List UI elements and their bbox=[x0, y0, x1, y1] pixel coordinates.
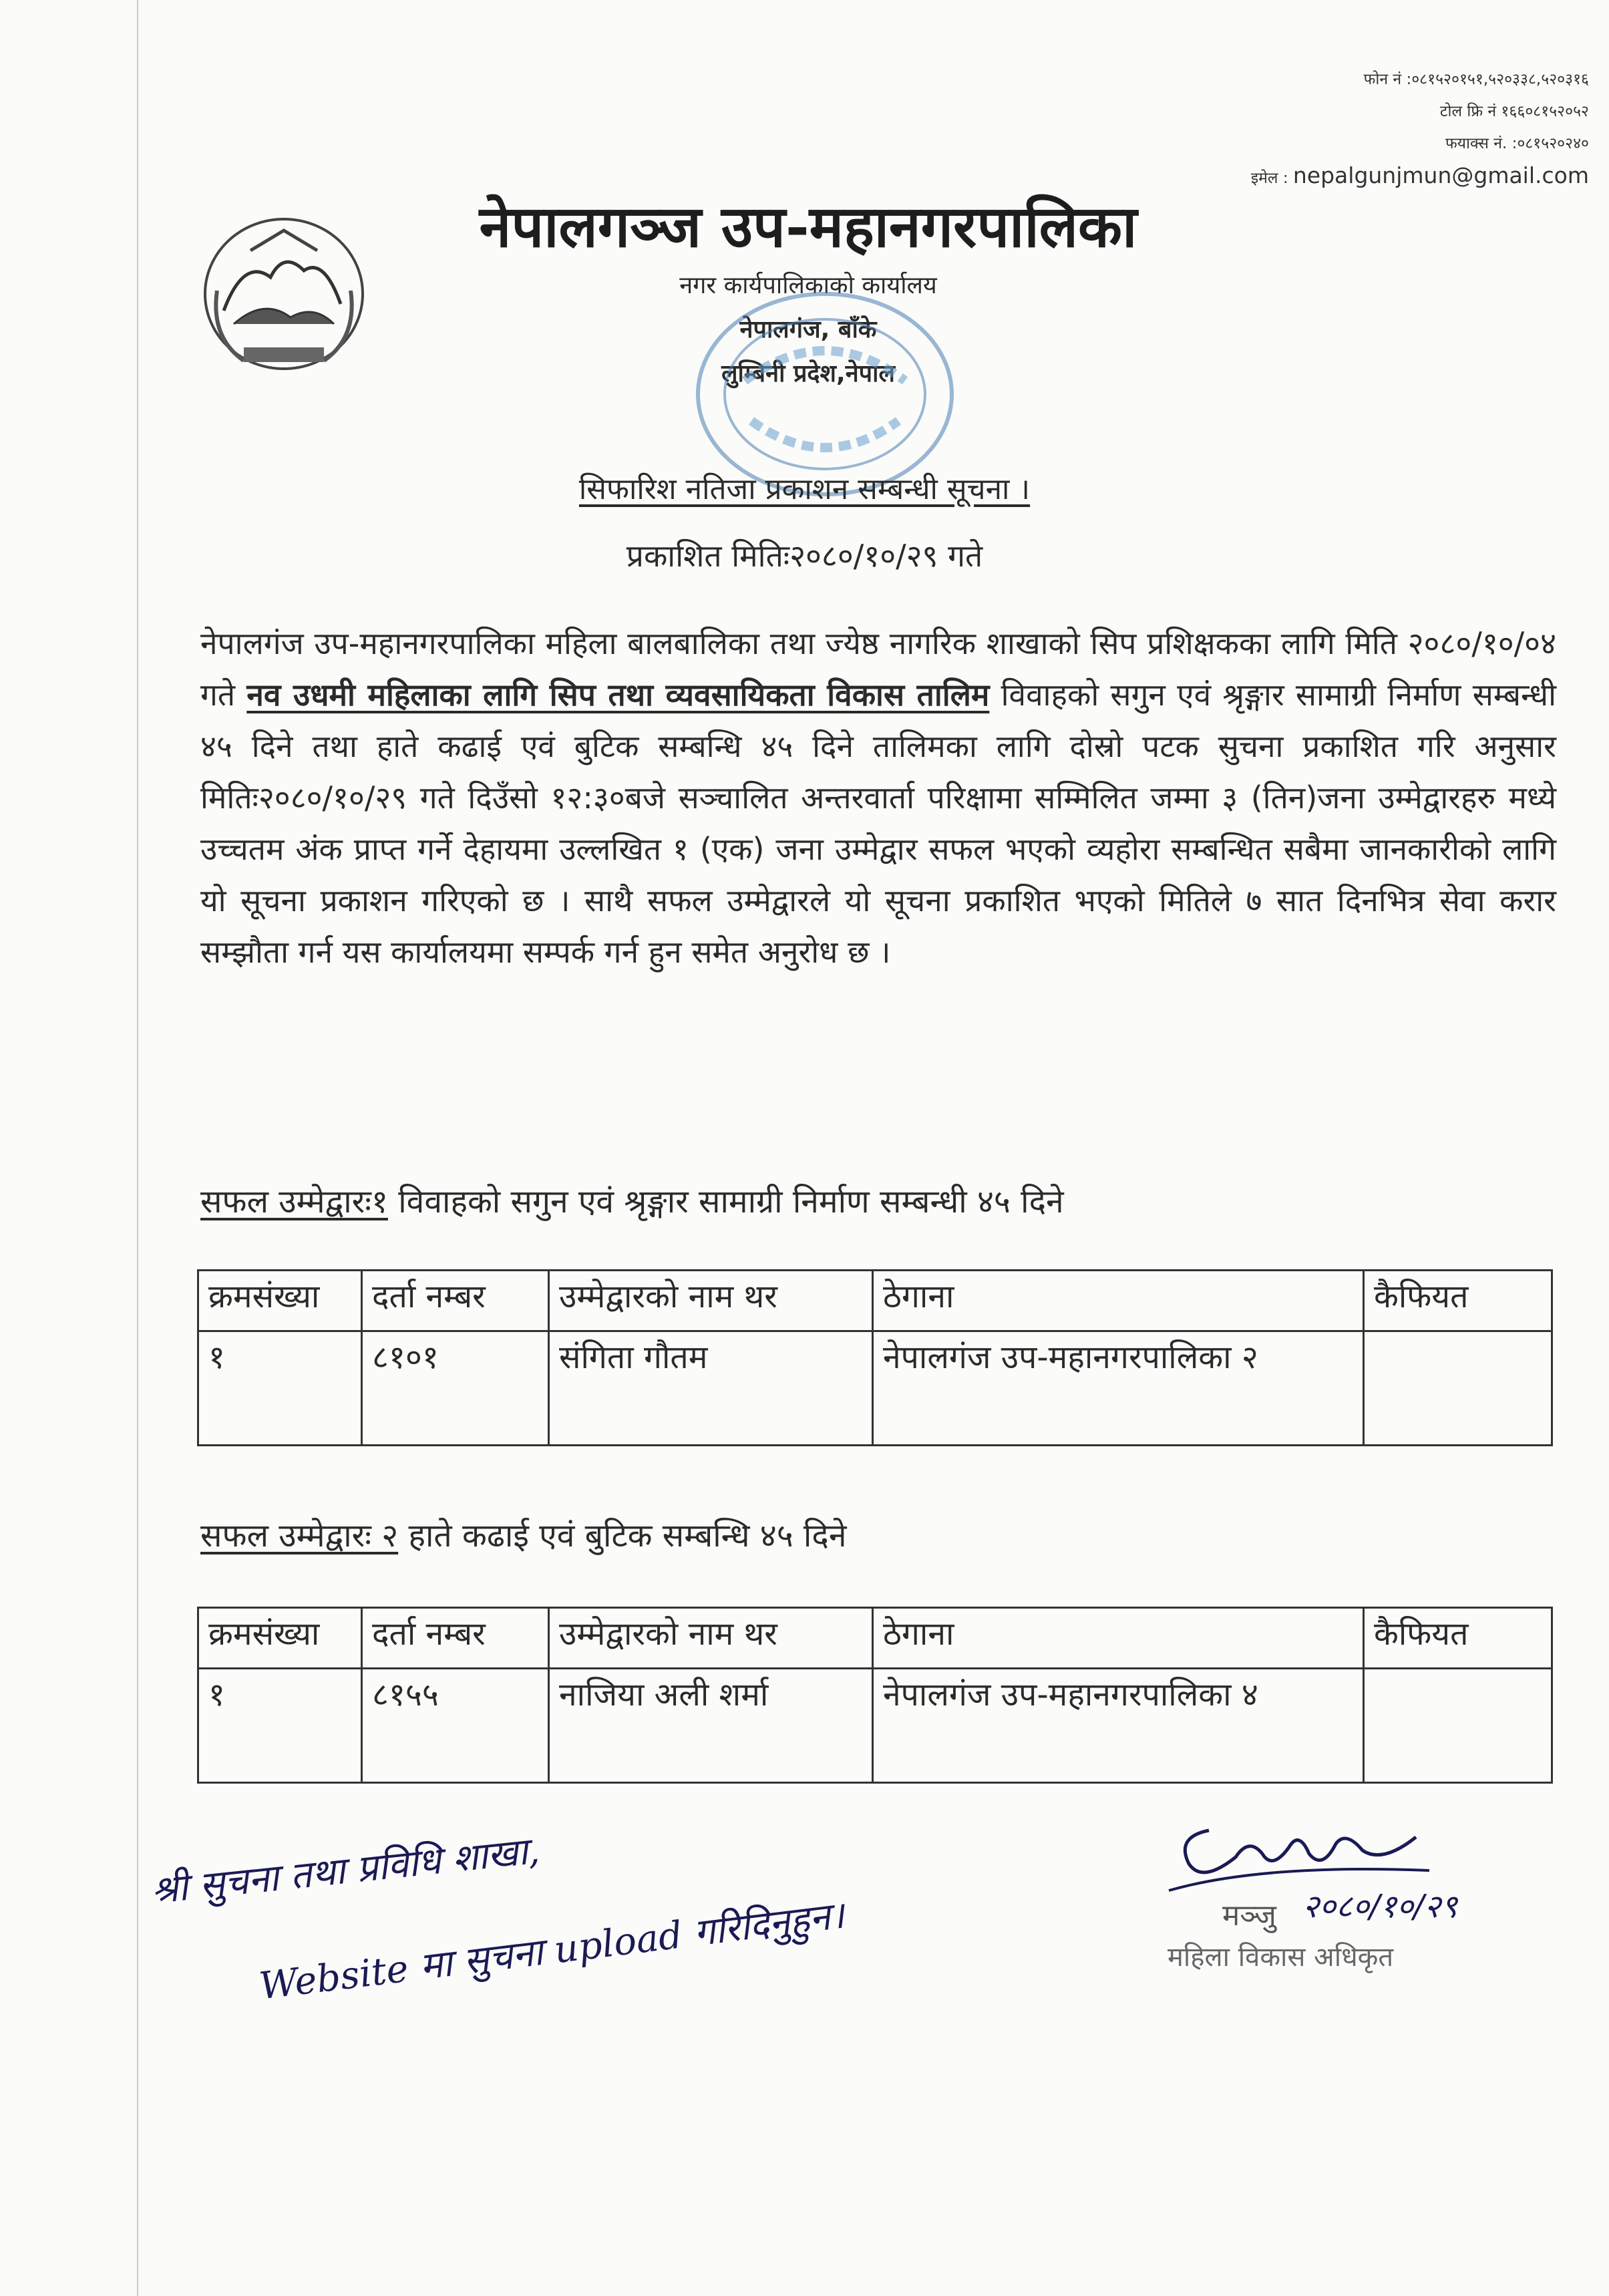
handwritten-note-line-2: Website मा सुचना upload गरिदिनुहुन। bbox=[256, 1893, 847, 2009]
col-name: उम्मेद्वारको नाम थर bbox=[549, 1271, 873, 1331]
contact-block bbox=[1251, 63, 1589, 194]
email-line bbox=[1251, 160, 1589, 194]
page-margin-line bbox=[137, 0, 138, 2296]
fax-number: फयाक्स नं. :०८१५२०२४० bbox=[1445, 135, 1589, 152]
table-row bbox=[198, 1331, 1552, 1446]
col-address: ठेगाना bbox=[873, 1608, 1364, 1669]
city-line: नेपालगंज, बाँके bbox=[739, 316, 877, 343]
table-row bbox=[198, 1669, 1552, 1783]
col-remarks: कैफियत bbox=[1364, 1271, 1552, 1331]
email-label: इमेल : bbox=[1250, 170, 1288, 187]
cell-remarks bbox=[1364, 1331, 1552, 1446]
notice-body: नेपालगंज उप-महानगरपालिका महिला बालबालिका तथा ज्येष्ठ नागरिक शाखाको सिप प्रशिक्षकका लागि मिति २०८०/१०/०४ गते नव उधमी महिलाका लागि सिप तथा व्यवसायिकता विकास तालिम विवाहको सगुन एवं श्रृङ्गार सामाग्री निर्माण सम्बन्धी ४५ दिने तथा हाते कढाई एवं बुटिक सम्बन्धि ४५ दिने तालिमका लागि दोस्रो पटक सुचना प्रकाशित गरि अनुसार मितिः२०८०/१०/२९ गते दिउँसो १२:३०बजे सञ्चालित अन्तरवार्ता परिक्षामा सम्मिलित जम्मा ३ (तिन)जना उम्मेद्वारहरु मध्ये उच्चतम अंक प्राप्त गर्ने देहायमा उल्लखित १ (एक) जना उम्मेद्वार सफल भएको व्यहोरा सम्बन्धित सबैमा जानकारीको लागि यो सूचना प्रकाशन गरिएको छ । साथै सफल उम्मेद्वारले यो सूचना प्रकाशित भएको मितिले ७ सात दिनभित्र सेवा करार सम्झौता गर्न यस कार्यालयमा सम्पर्क गर्न हुन समेत अनुरोध छ । bbox=[200, 625, 1556, 970]
cell-registration: ८१५५ bbox=[362, 1669, 549, 1783]
published-date: प्रकाशित मितिः२०८०/१०/२९ गते bbox=[626, 538, 983, 574]
toll-free-number: टोल फ्रि नं १६६०८१५२०५२ bbox=[1439, 103, 1589, 120]
handwritten-note-line-1: श्री सुचना तथा प्रविधि शाखा, bbox=[149, 1828, 542, 1913]
signatory-title: महिला विकास अधिकृत bbox=[1168, 1942, 1394, 1973]
col-remarks: कैफियत bbox=[1364, 1608, 1552, 1669]
signatory-name: मञ्जु bbox=[1222, 1899, 1276, 1933]
nepal-emblem-icon bbox=[197, 210, 371, 377]
cell-remarks bbox=[1364, 1669, 1552, 1783]
signature-date: २०८०/१०/२९ bbox=[1302, 1888, 1458, 1925]
cell-serial: १ bbox=[198, 1331, 362, 1446]
cell-address: नेपालगंज उप-महानगरपालिका २ bbox=[873, 1331, 1364, 1446]
email-address: nepalgunjmun@gmail.com bbox=[1292, 162, 1589, 188]
cell-registration: ८१०१ bbox=[362, 1331, 549, 1446]
cell-serial: १ bbox=[198, 1669, 362, 1783]
training-title: नव उधमी महिलाका लागि सिप तथा व्यवसायिकता विकास तालिम bbox=[246, 677, 990, 713]
municipality-title: नेपालगञ्ज उप-महानगरपालिका bbox=[479, 193, 1137, 261]
cell-address: नेपालगंज उप-महानगरपालिका ४ bbox=[873, 1669, 1364, 1783]
col-registration: दर्ता नम्बर bbox=[362, 1271, 549, 1331]
col-serial: क्रमसंख्या bbox=[198, 1271, 362, 1331]
office-name: नगर कार्यपालिकाको कार्यालय bbox=[679, 272, 937, 299]
cell-name: नाजिया अली शर्मा bbox=[549, 1669, 873, 1783]
cell-name: संगिता गौतम bbox=[549, 1331, 873, 1446]
col-name: उम्मेद्वारको नाम थर bbox=[549, 1608, 873, 1669]
col-address: ठेगाना bbox=[873, 1271, 1364, 1331]
notice-subject: सिफारिश नतिजा प्रकाशन सम्बन्धी सूचना । bbox=[578, 472, 1031, 506]
phone-number: फोन नं :०८१५२०१५१,५२०३३८,५२०३१६ bbox=[1363, 71, 1589, 88]
candidate-table-2 bbox=[197, 1607, 1553, 1784]
candidate-table-1 bbox=[197, 1269, 1553, 1446]
col-serial: क्रमसंख्या bbox=[198, 1608, 362, 1669]
section-heading-2: सफल उम्मेद्वारः २ हाते कढाई एवं बुटिक सम्बन्धि ४५ दिने bbox=[200, 1517, 847, 1554]
province-line: लुम्बिनी प्रदेश,नेपाल bbox=[721, 360, 895, 387]
col-registration: दर्ता नम्बर bbox=[362, 1608, 549, 1669]
section-heading-1: सफल उम्मेद्वारः१ विवाहको सगुन एवं श्रृङ्गार सामाग्री निर्माण सम्बन्धी ४५ दिने bbox=[200, 1183, 1064, 1220]
